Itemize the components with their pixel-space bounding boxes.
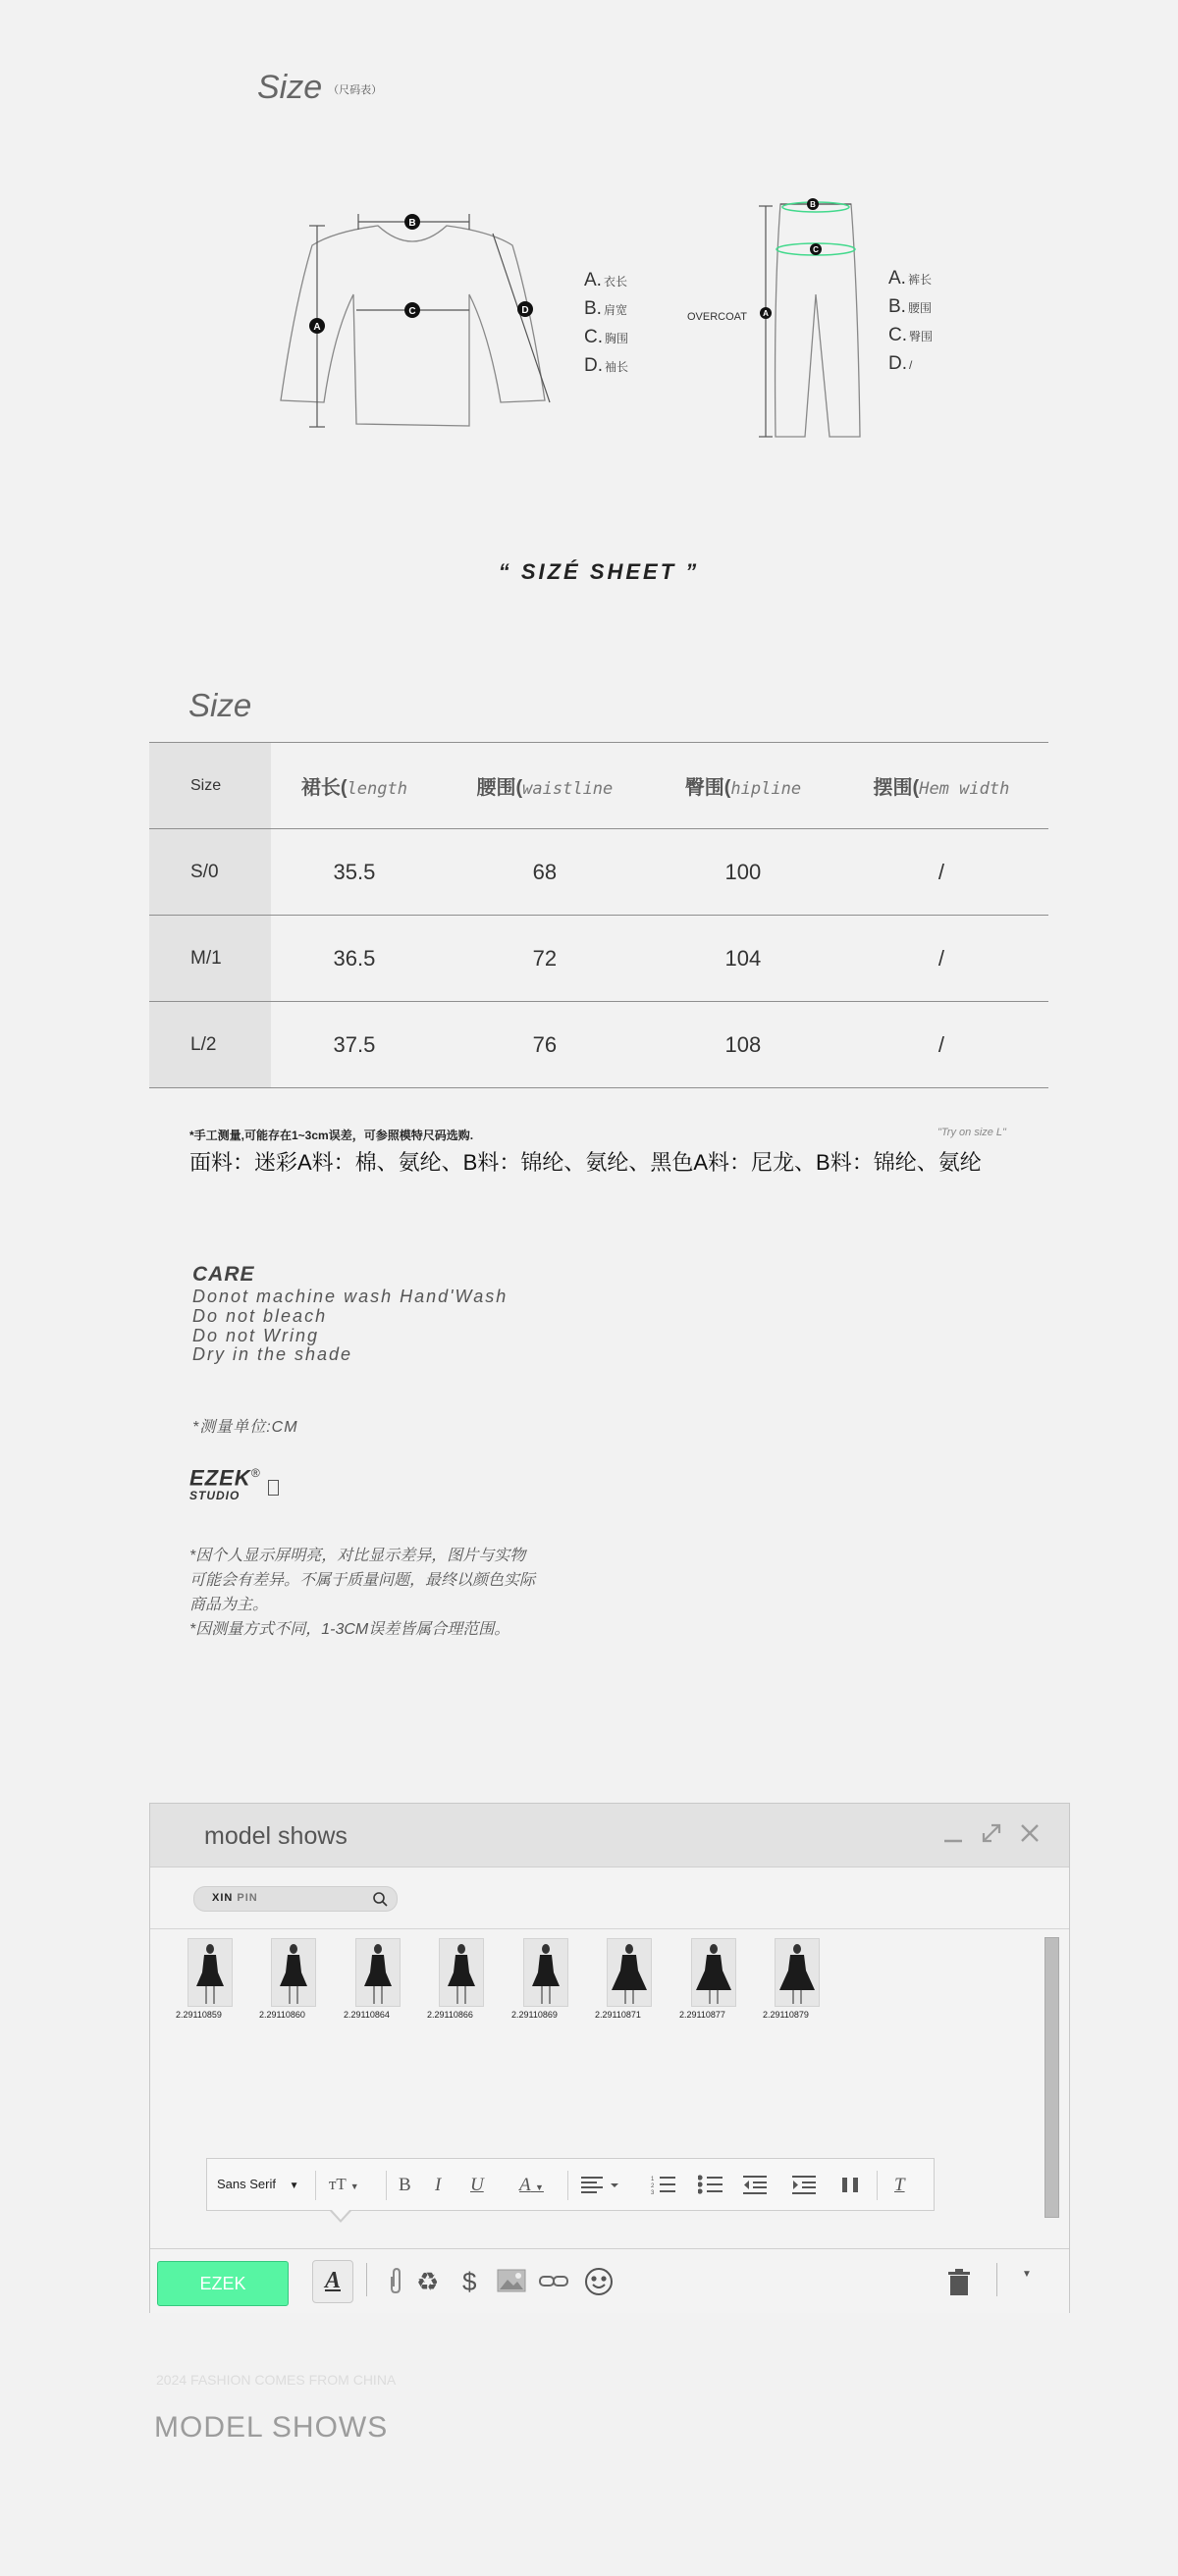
svg-text:D: D (521, 305, 529, 316)
search-input[interactable] (193, 1886, 398, 1912)
column-header-hipline: 臀围(hipline (652, 743, 834, 829)
diagram-marker-c (404, 302, 420, 318)
svg-text:2: 2 (651, 2183, 655, 2189)
diagram-marker-a (309, 318, 325, 334)
legend-item: A. 裤长 (888, 268, 932, 289)
thumbnail-caption: 2.29110859 (176, 2010, 222, 2020)
diagram-marker-b-bottom (807, 198, 819, 210)
column-header-hem-width: 摆围(Hem width (834, 743, 1048, 829)
svg-text:A: A (763, 309, 769, 318)
thumbnail-item[interactable] (511, 1938, 586, 2020)
model-photo (523, 1938, 568, 2007)
footer-title: MODEL SHOWS (154, 2411, 389, 2444)
text-format-button[interactable]: A (312, 2260, 353, 2303)
search-area (150, 1867, 1069, 1929)
table-cell: / (834, 916, 1048, 1002)
quote-block-icon[interactable] (840, 2175, 862, 2200)
table-cell: 76 (438, 1002, 652, 1088)
size-table-title: Size (188, 687, 252, 723)
indent-icon[interactable] (791, 2175, 817, 2200)
svg-text:C: C (813, 245, 819, 254)
top-measure-legend (584, 267, 628, 381)
search-icon[interactable] (371, 1890, 389, 1908)
thumbnail-caption: 2.29110877 (679, 2010, 725, 2020)
thumbnail-item[interactable] (176, 1938, 250, 2020)
model-photo (691, 1938, 736, 2007)
numbered-list-icon[interactable] (651, 2175, 676, 2200)
svg-text:B: B (810, 200, 816, 209)
scrollbar[interactable] (1044, 1937, 1059, 2218)
table-cell: 104 (652, 916, 834, 1002)
emoji-icon[interactable] (584, 2267, 614, 2303)
underline-button[interactable]: U (470, 2175, 484, 2195)
minimize-icon[interactable] (939, 1819, 967, 1847)
align-icon[interactable] (580, 2175, 619, 2200)
thumbnail-item[interactable] (595, 1938, 669, 2020)
legend-item: D. 袖长 (584, 355, 629, 376)
bottom-measure-legend (888, 265, 933, 379)
thumbnail-item[interactable] (427, 1938, 502, 2020)
dollar-icon[interactable]: $ (462, 2267, 477, 2296)
unit-note: *测量单位:CM (192, 1419, 298, 1436)
legend-item: C. 臀围 (888, 325, 934, 345)
try-on-note: "Try on size L" (937, 1127, 1006, 1138)
diagram-marker-c-bottom (810, 243, 822, 255)
missing-glyph-box (268, 1480, 279, 1496)
toolbar-pointer-fill (332, 2210, 349, 2220)
row-size-label: L/2 (149, 1002, 271, 1088)
model-photo (607, 1938, 652, 2007)
care-title: CARE (192, 1263, 255, 1286)
link-icon[interactable] (538, 2267, 569, 2301)
table-row (149, 916, 1048, 1002)
legend-item: B. 腰围 (888, 296, 932, 317)
model-photo (187, 1938, 233, 2007)
svg-text:3: 3 (651, 2190, 655, 2194)
thumbnail-caption: 2.29110869 (511, 2010, 558, 2020)
model-photo (271, 1938, 316, 2007)
font-family-select[interactable]: Sans Serif ▼ (217, 2177, 299, 2191)
thumbnail-caption: 2.29110860 (259, 2010, 305, 2020)
diagram-marker-d (517, 301, 533, 317)
brand-logo: EZEK® STUDIO (189, 1465, 261, 1503)
row-size-label: M/1 (149, 916, 271, 1002)
table-cell: 35.5 (271, 829, 438, 916)
model-photo (775, 1938, 820, 2007)
footer-tagline: 2024 FASHION COMES FROM CHINA (156, 2372, 397, 2388)
svg-text:C: C (408, 306, 416, 317)
bottom-action-bar (150, 2248, 1069, 2313)
divider (366, 2263, 367, 2296)
text-color-button[interactable]: A ▼ (519, 2175, 544, 2195)
thumbnail-item[interactable] (679, 1938, 754, 2020)
table-cell: 37.5 (271, 1002, 438, 1088)
more-dropdown-icon[interactable]: ▼ (1022, 2269, 1032, 2280)
window-titlebar (150, 1804, 1069, 1867)
color-disclaimer: *因个人显示屏明亮，对比显示差异，图片与实物 可能会有差异。不属于质量问题，最终以颜色实际 商品为主。 *因测量方式不同，1-3CM误差皆属合理范围。 (189, 1548, 536, 1638)
thumbnail-caption: 2.29110879 (763, 2010, 809, 2020)
bullet-list-icon[interactable] (698, 2175, 723, 2200)
table-cell: 68 (438, 829, 652, 916)
divider (996, 2263, 997, 2296)
size-table (149, 742, 1048, 1088)
legend-item: A. 衣长 (584, 270, 627, 290)
legend-item: B. 肩宽 (584, 298, 627, 319)
model-photo (355, 1938, 401, 2007)
measurement-note: *手工测量,可能存在1~3cm误差，可参照模特尺码选购. (189, 1129, 474, 1142)
care-instruction: Donot machine wash Hand'Wash (192, 1287, 509, 1306)
font-size-select[interactable]: тT ▼ (329, 2175, 359, 2193)
column-header-waistline: 腰围(waistline (438, 743, 652, 829)
thumbnail-item[interactable] (259, 1938, 334, 2020)
care-instruction: Do not bleach (192, 1306, 328, 1326)
size-sheet-heading: “ SIZÉ SHEET ” (498, 559, 700, 584)
thumbnail-caption: 2.29110871 (595, 2010, 641, 2020)
outdent-icon[interactable] (742, 2175, 768, 2200)
formatting-toolbar (206, 2158, 935, 2211)
table-row (149, 829, 1048, 916)
garment-measurement-diagram (0, 0, 1178, 451)
table-cell: 72 (438, 916, 652, 1002)
clear-format-button[interactable]: T (894, 2175, 905, 2195)
overcoat-label: OVERCOAT (687, 311, 747, 323)
attachment-icon[interactable] (386, 2267, 405, 2301)
table-cell: 36.5 (271, 916, 438, 1002)
care-instruction: Dry in the shade (192, 1344, 353, 1364)
thumbnail-caption: 2.29110864 (344, 2010, 390, 2020)
table-row (149, 1002, 1048, 1088)
legend-item: D. / (888, 353, 913, 374)
thumbnail-item[interactable] (344, 1938, 418, 2020)
column-header-length: 裙长(length (271, 743, 438, 829)
size-table-header (149, 743, 1048, 829)
thumbnail-caption: 2.29110866 (427, 2010, 473, 2020)
row-size-label: S/0 (149, 829, 271, 916)
recycle-icon[interactable]: ♻ (416, 2267, 440, 2296)
table-cell: / (834, 829, 1048, 916)
bold-button[interactable]: B (399, 2175, 411, 2195)
table-cell: / (834, 1002, 1048, 1088)
send-button[interactable]: EZEK (157, 2261, 289, 2306)
diagram-marker-a-bottom (760, 307, 772, 319)
close-icon[interactable] (1016, 1819, 1044, 1847)
search-text: XIN PIN (212, 1892, 258, 1904)
italic-button[interactable]: I (435, 2175, 442, 2195)
diagram-marker-b (404, 214, 420, 230)
window-title: model shows (204, 1822, 348, 1850)
size-column-header: Size (149, 743, 271, 829)
size-diagram-title: Size （尺码表） (257, 69, 383, 106)
svg-text:B: B (408, 218, 416, 229)
maximize-icon[interactable] (978, 1819, 1005, 1847)
model-shows-window (149, 1803, 1070, 2313)
svg-text:A: A (313, 322, 321, 333)
care-instruction: Do not Wring (192, 1326, 320, 1345)
thumbnail-item[interactable] (763, 1938, 837, 2020)
table-cell: 100 (652, 829, 834, 916)
legend-item: C. 胸围 (584, 327, 629, 347)
svg-text:1: 1 (651, 2177, 655, 2182)
model-photo (439, 1938, 484, 2007)
fabric-composition: 面料：迷彩A料：棉、氨纶、B料：锦纶、氨纶、黑色A料：尼龙、B料：锦纶、氨纶 (189, 1150, 982, 1175)
trash-icon[interactable] (947, 2267, 971, 2303)
table-cell: 108 (652, 1002, 834, 1088)
image-icon[interactable] (497, 2267, 526, 2301)
